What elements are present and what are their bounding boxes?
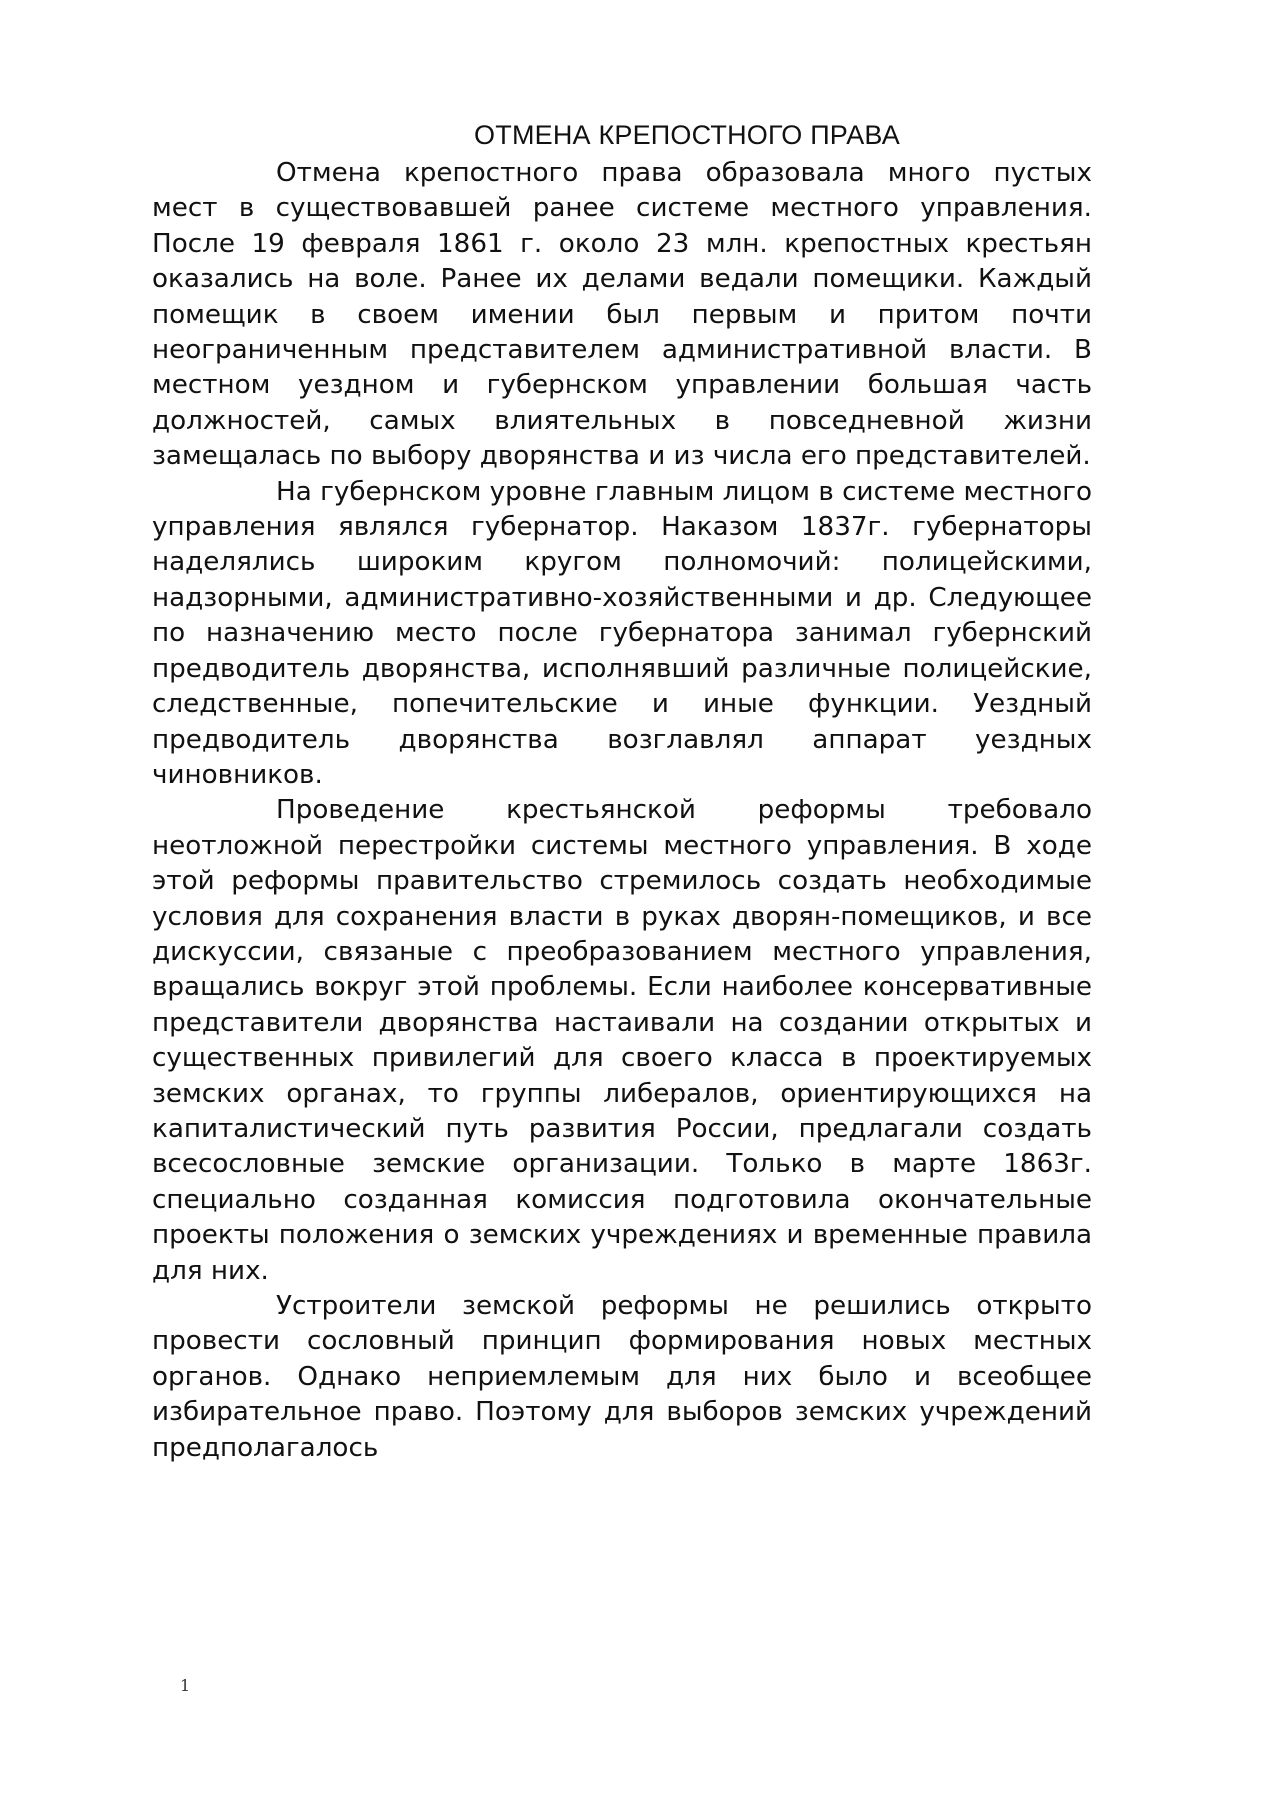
document-body (152, 156, 1092, 1466)
page-number: 1 (180, 1676, 191, 1695)
paragraph-2: На губернском уровне главным лицом в системе местного управления являлся губернатор. Наказом 1837г. губернаторы наделялись широким кругом полномочий: полицейскими, надзорными, административно-хозяйственными и др. Следующее по назначению место после губернатора занимал губернский предводитель дворянства, исполнявший различные полицейские, следственные, попечительские и иные функции. Уездный предводитель дворянства возглавлял аппарат уездных чиновников. (152, 476, 1092, 790)
paragraph-3: Проведение крестьянской реформы требовало неотложной перестройки системы местного управления. В ходе этой реформы правительство стремилось создать необходимые условия для сохранения власти в руках дворян-помещиков, и все дискуссии, связаные с преобразованием местного управления, вращались вокруг этой проблемы. Если наиболее консервативные представители дворянства настаивали на создании открытых и существенных привилегий для своего класса в проектируемых земских органах, то группы либералов, ориентирующихся на капиталистический путь развития России, предлагали создать всесословные земские организации. Только в марте 1863г. специально созданная комиссия подготовила окончательные проекты положения о земских учреждениях и временные правила для них. (152, 795, 1092, 1286)
document-title: ОТМЕНА КРЕПОСТНОГО ПРАВА (474, 120, 900, 150)
paragraph-4: Устроители земской реформы не решились открыто провести сословный принцип формирования новых местных органов. Однако неприемлемым для них было и всеобщее избирательное право. Поэтому для выборов земских учреждений предполагалось (152, 1291, 1092, 1463)
paragraph-1: Отмена крепостного права образовала много пустых мест в существовавшей ранее системе местного управления. После 19 февраля 1861 г. около 23 млн. крепостных крестьян оказались на воле. Ранее их делами ведали помещики. Каждый помещик в своем имении был первым и притом почти неограниченным представителем административной власти. В местном уездном и губернском управлении большая часть должностей, самых влиятельных в повседневной жизни замещалась по выбору дворянства и из числа его представителей. (152, 158, 1092, 472)
